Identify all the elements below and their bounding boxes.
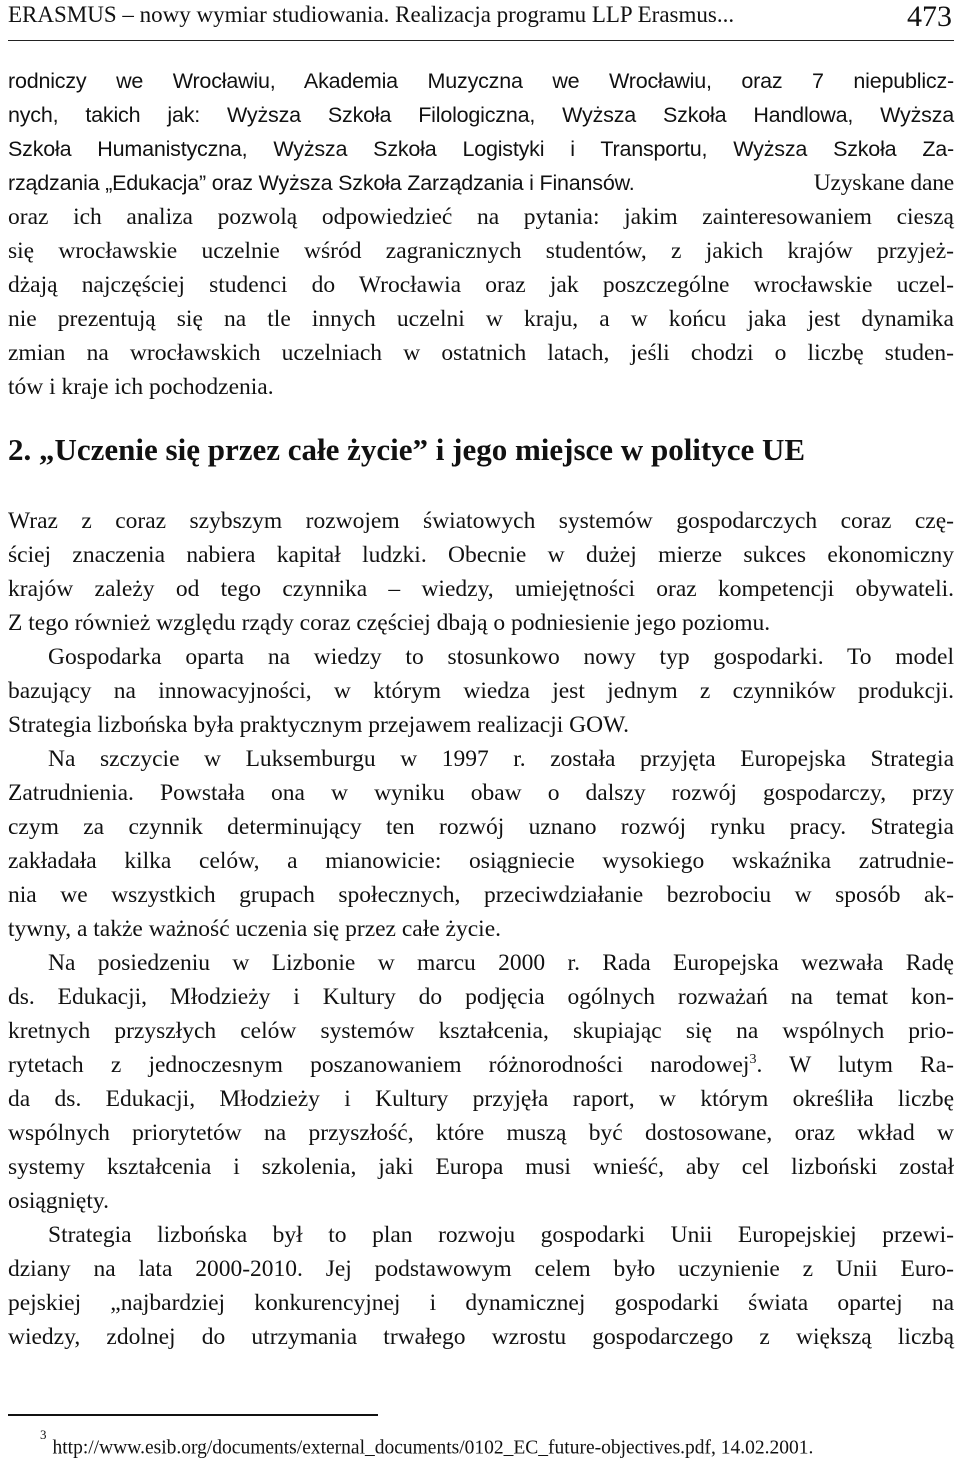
page-number: 473 (907, 0, 952, 33)
running-title: ERASMUS – nowy wymiar studiowania. Realizacja programu LLP Erasmus... (8, 2, 735, 27)
intro-line: rodniczy we Wrocławiu, Akademia Muzyczna we Wrocławiu, oraz 7 niepublicz- (8, 69, 954, 93)
footnote (40, 1427, 814, 1460)
intro-line: się wrocławskie uczelnie wśród zagranicznych studentów, z jakich krajów przyjeż- (8, 238, 954, 264)
body-line-text: rytetach z jednoczesnym poszanowaniem różnorodności narodowej (8, 1052, 750, 1078)
body-line: bazujący na innowacyjności, w którym wiedza jest jednym z czynników produkcji. (8, 678, 954, 704)
body-line: nia we wszystkich grupach społecznych, przeciwdziałanie bezrobociu w sposób ak- (8, 882, 954, 908)
body-line: systemy kształcenia i szkolenia, jaki Europa musi wnieść, aby cel lizboński został (8, 1154, 954, 1180)
body-line: Strategia lizbońska była praktycznym przejawem realizacji GOW. (8, 712, 629, 738)
body-line: wspólnych priorytetów na przyszłość, które muszą być dostosowane, oraz wkład w (8, 1120, 954, 1146)
body-line: wiedzy, zdolnej do utrzymania trwałego wzrostu gospodarczego z większą liczbą (8, 1324, 954, 1350)
body-line: krajów zależy od tego czynnika – wiedzy, umiejętności oraz kompetencji obywateli. (8, 576, 954, 602)
footnote-number: 3 (40, 1427, 47, 1442)
body-line: da ds. Edukacji, Młodzieży i Kultury przyjęła raport, w którym określiła liczbę (8, 1086, 954, 1112)
body-line: dziany na lata 2000-2010. Jej podstawowym celem było uczynienie z Unii Euro- (8, 1256, 954, 1282)
footnote-divider (8, 1414, 378, 1416)
body-line: Z tego również względu rządy coraz częściej dbają o podniesienie jego poziomu. (8, 610, 771, 636)
footnote-reference[interactable]: 3 (749, 1052, 757, 1068)
body-line: ściej znaczenia nabiera kapitał ludzki. Obecnie w dużej mierze sukces ekonomiczny (8, 542, 954, 568)
running-header (8, 0, 954, 41)
intro-line: nych, takich jak: Wyższa Szkoła Filologiczna, Wyższa Szkoła Handlowa, Wyższa (8, 103, 954, 127)
body-line: Na posiedzeniu w Lizbonie w marcu 2000 r. Rada Europejska wezwała Radę (48, 950, 954, 976)
intro-line-tail: Uzyskane dane (813, 170, 954, 196)
intro-line: oraz ich analiza pozwolą odpowiedzieć na pytania: jakim zainteresowaniem cieszą (8, 204, 954, 230)
body-line: Strategia lizbońska był to plan rozwoju gospodarki Unii Europejskiej przewi- (48, 1222, 954, 1248)
body-line: zakładała kilka celów, a mianowicie: osiągniecie wysokiego wskaźnika zatrudnie- (8, 848, 954, 874)
intro-line (8, 166, 954, 200)
body-line: kretnych przyszłych celów systemów kształcenia, skupiając się na wspólnych prio- (8, 1018, 954, 1044)
body-line: Gospodarka oparta na wiedzy to stosunkowo nowy typ gospodarki. To model (48, 644, 954, 670)
body-line (8, 1048, 954, 1082)
body-line: Wraz z coraz szybszym rozwojem światowych systemów gospodarczych coraz czę- (8, 508, 954, 534)
body-line: czym za czynnik determinujący ten rozwój uznano rozwój rynku pracy. Strategia (8, 814, 954, 840)
intro-line: zmian na wrocławskich uczelniach w ostatnich latach, jeśli chodzi o liczbę studen- (8, 340, 954, 366)
footnote-link[interactable]: http://www.esib.org/documents/external_documents/0102_EC_future-objectives.pdf, 14.02.2001. (52, 1437, 814, 1459)
intro-line: tów i kraje ich pochodzenia. (8, 374, 274, 400)
body-line: Zatrudnienia. Powstała ona w wyniku obaw o dalszy rozwój gospodarczy, przy (8, 780, 954, 806)
section-heading: 2. „Uczenie się przez całe życie” i jego miejsce w polityce UE (8, 432, 806, 467)
body-line: pejskiej „najbardziej konkurencyjnej i dynamicznej gospodarki świata opartej na (8, 1290, 954, 1316)
body-line: osiągnięty. (8, 1188, 109, 1214)
intro-line: nie prezentują się na tle innych uczelni w kraju, a w końcu jaka jest dynamika (8, 306, 954, 332)
intro-line-text: rządzania „Edukacja” oraz Wyższa Szkoła Zarządzania i Finansów. (8, 171, 635, 195)
body-line-tail: . W lutym Ra- (756, 1052, 954, 1078)
body-line: tywny, a także ważność uczenia się przez całe życie. (8, 916, 501, 942)
intro-line: dżają najczęściej studenci do Wrocławia oraz jak poszczególne wrocławskie uczel- (8, 272, 954, 298)
body-line: ds. Edukacji, Młodzieży i Kultury do podjęcia ogólnych rozważań na temat kon- (8, 984, 954, 1010)
body-line: Na szczycie w Luksemburgu w 1997 r. została przyjęta Europejska Strategia (48, 746, 954, 772)
intro-line: Szkoła Humanistyczna, Wyższa Szkoła Logistyki i Transportu, Wyższa Szkoła Za- (8, 137, 954, 161)
